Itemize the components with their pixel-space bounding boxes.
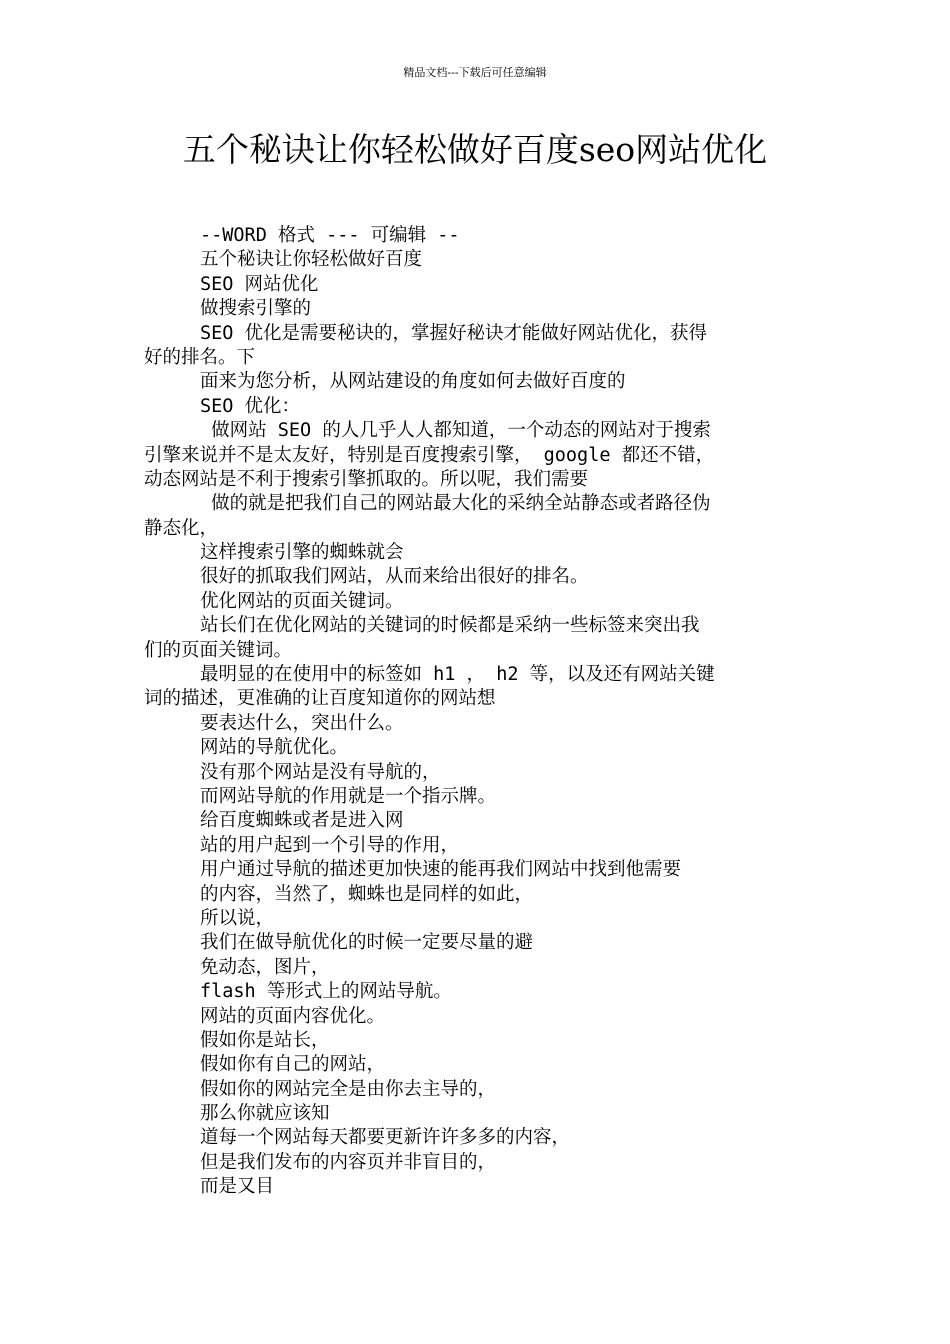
body-line: flash 等形式上的网站导航。 <box>200 981 452 1003</box>
body-line: 做网站 SEO 的人几乎人人都知道，一个动态的网站对于搜索 <box>200 420 711 442</box>
body-line: 五个秘诀让你轻松做好百度 <box>200 249 423 271</box>
document-title: 五个秘诀让你轻松做好百度seo网站优化 <box>182 130 768 169</box>
body-line: 站长们在优化网站的关键词的时候都是采纳一些标签来突出我 <box>200 615 700 637</box>
body-line: 很好的抓取我们网站，从而来给出很好的排名。 <box>200 566 589 588</box>
header-note: 精品文档---下载后可任意编辑 <box>403 66 547 79</box>
body-line: 这样搜索引擎的蜘蛛就会 <box>200 542 404 564</box>
body-line: 假如你有自己的网站， <box>200 1054 386 1076</box>
body-line: 但是我们发布的内容页并非盲目的， <box>200 1151 497 1173</box>
document-body <box>144 224 819 1200</box>
body-line: 给百度蜘蛛或者是进入网 <box>200 810 404 832</box>
body-line: SEO 优化是需要秘诀的，掌握好秘诀才能做好网站优化，获得 <box>200 322 708 344</box>
body-line: 所以说， <box>200 907 275 929</box>
body-line: 好的排名。下 <box>144 346 256 368</box>
body-line: 要表达什么，突出什么。 <box>200 712 404 734</box>
body-line: 做的就是把我们自己的网站最大化的采纳全站静态或者路径伪 <box>200 493 711 515</box>
body-line: 我们在做导航优化的时候一定要尽量的避 <box>200 932 534 954</box>
body-line: 动态网站是不利于搜索引擎抓取的。所以呢，我们需要 <box>144 468 589 490</box>
body-line: 站的用户起到一个引导的作用， <box>200 834 460 856</box>
body-line: 网站的导航优化。 <box>200 737 349 759</box>
body-line: 假如你是站长， <box>200 1029 330 1051</box>
body-line: 静态化， <box>144 517 219 539</box>
body-line: 免动态，图片， <box>200 956 330 978</box>
body-line: SEO 网站优化 <box>200 273 319 295</box>
body-line: 优化网站的页面关键词。 <box>200 590 404 612</box>
body-line: 而是又目 <box>200 1176 275 1198</box>
body-line: 道每一个网站每天都要更新许许多多的内容， <box>200 1127 571 1149</box>
body-line: 假如你的网站完全是由你去主导的， <box>200 1078 497 1100</box>
body-line: 的内容，当然了，蜘蛛也是同样的如此， <box>200 883 534 905</box>
body-line: 词的描述，更准确的让百度知道你的网站想 <box>144 688 496 710</box>
body-line: SEO 优化： <box>200 395 301 417</box>
body-line: 用户通过导航的描述更加快速的能再我们网站中找到他需要 <box>200 859 682 881</box>
body-line: 那么你就应该知 <box>200 1103 330 1125</box>
body-line: 们的页面关键词。 <box>144 639 293 661</box>
body-line: --WORD 格式 --- 可编辑 -- <box>200 225 460 246</box>
body-line: 网站的页面内容优化。 <box>200 1005 386 1027</box>
body-line: 最明显的在使用中的标签如 h1 ， h2 等，以及还有网站关键 <box>200 664 715 686</box>
body-line: 而网站导航的作用就是一个指示牌。 <box>200 785 497 807</box>
body-line: 没有那个网站是没有导航的， <box>200 761 441 783</box>
body-line: 面来为您分析，从网站建设的角度如何去做好百度的 <box>200 371 626 393</box>
body-line: 做搜索引擎的 <box>200 298 312 320</box>
body-line: 引擎来说并不是太友好，特别是百度搜索引擎， google 都还不错， <box>144 444 715 466</box>
